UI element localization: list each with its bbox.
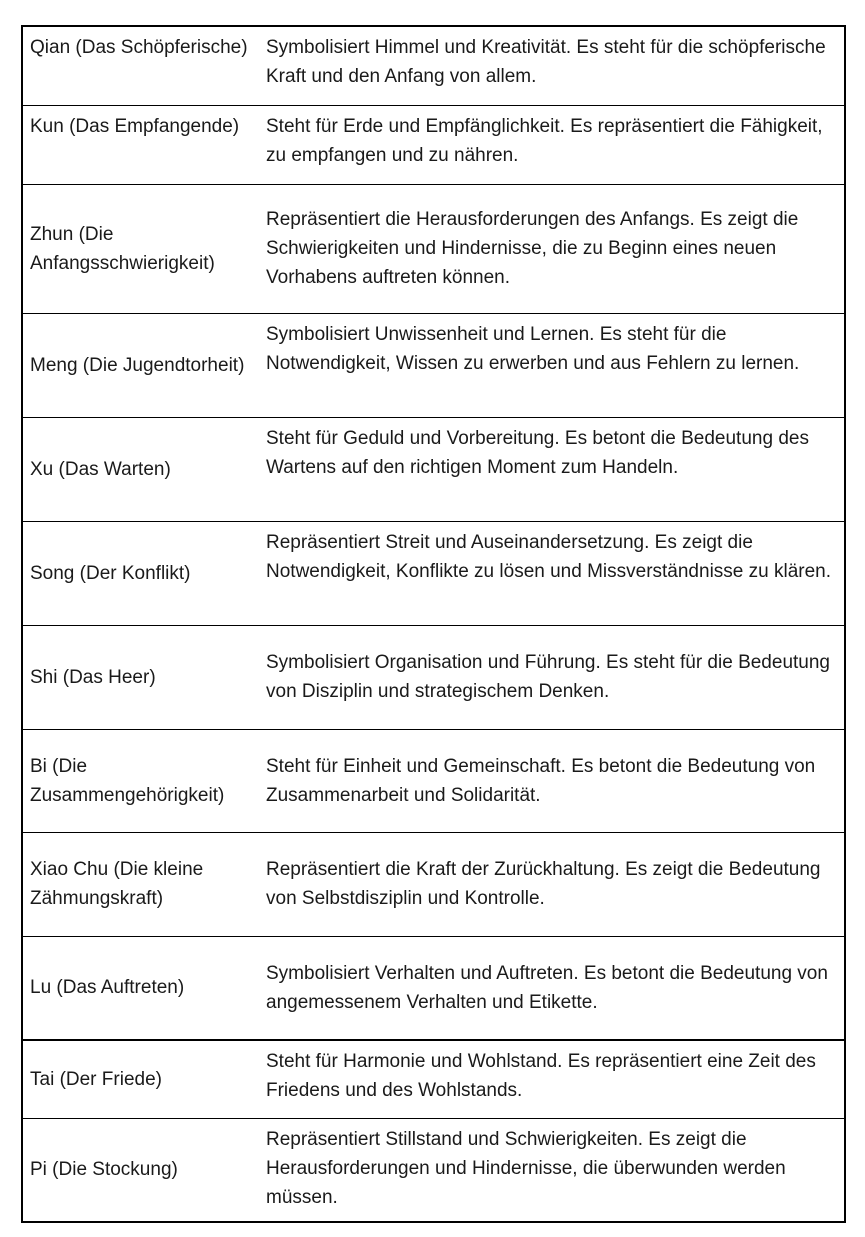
table-row (22, 105, 845, 184)
hexagram-description: Steht für Harmonie und Wohlstand. Es repräsentiert eine Zeit des Friedens und des Wohlstands. (260, 1040, 845, 1118)
hexagram-name: Kun (Das Empfangende) (22, 105, 260, 184)
table-row (22, 417, 845, 521)
hexagram-name: Song (Der Konflikt) (22, 521, 260, 625)
hexagram-description: Steht für Geduld und Vorbereitung. Es betont die Bedeutung des Wartens auf den richtigen Moment zum Handeln. (260, 417, 845, 521)
hexagram-name: Xu (Das Warten) (22, 417, 260, 521)
table-row (22, 26, 845, 105)
hexagram-name: Zhun (Die Anfangsschwierigkeit) (22, 184, 260, 313)
table-row (22, 936, 845, 1040)
hexagram-name: Qian (Das Schöpferische) (22, 26, 260, 105)
table-row (22, 313, 845, 417)
hexagram-description: Repräsentiert die Herausforderungen des Anfangs. Es zeigt die Schwierigkeiten und Hindernisse, die zu Beginn eines neuen Vorhabens auftreten können. (260, 184, 845, 313)
hexagram-name: Meng (Die Jugendtorheit) (22, 313, 260, 417)
hexagram-description: Symbolisiert Unwissenheit und Lernen. Es steht für die Notwendigkeit, Wissen zu erwerben und aus Fehlern zu lernen. (260, 313, 845, 417)
hexagram-description: Repräsentiert Streit und Auseinandersetzung. Es zeigt die Notwendigkeit, Konflikte zu lösen und Missverständnisse zu klären. (260, 521, 845, 625)
hexagram-description: Steht für Erde und Empfänglichkeit. Es repräsentiert die Fähigkeit, zu empfangen und zu nähren. (260, 105, 845, 184)
hexagram-table-body (22, 26, 845, 1222)
hexagram-name: Pi (Die Stockung) (22, 1118, 260, 1222)
hexagram-table (21, 25, 846, 1223)
hexagram-description: Symbolisiert Himmel und Kreativität. Es steht für die schöpferische Kraft und den Anfang von allem. (260, 26, 845, 105)
table-row (22, 729, 845, 832)
hexagram-name: Bi (Die Zusammengehörigkeit) (22, 729, 260, 832)
table-row (22, 184, 845, 313)
hexagram-description: Symbolisiert Verhalten und Auftreten. Es betont die Bedeutung von angemessenem Verhalten und Etikette. (260, 936, 845, 1040)
hexagram-description: Repräsentiert Stillstand und Schwierigkeiten. Es zeigt die Herausforderungen und Hindernisse, die überwunden werden müssen. (260, 1118, 845, 1222)
table-row (22, 625, 845, 729)
table-row (22, 832, 845, 936)
hexagram-name: Shi (Das Heer) (22, 625, 260, 729)
table-row (22, 521, 845, 625)
hexagram-description: Steht für Einheit und Gemeinschaft. Es betont die Bedeutung von Zusammenarbeit und Solidarität. (260, 729, 845, 832)
hexagram-description: Symbolisiert Organisation und Führung. Es steht für die Bedeutung von Disziplin und strategischem Denken. (260, 625, 845, 729)
hexagram-name: Xiao Chu (Die kleine Zähmungskraft) (22, 832, 260, 936)
table-row (22, 1118, 845, 1222)
hexagram-name: Tai (Der Friede) (22, 1040, 260, 1118)
table-row (22, 1040, 845, 1118)
hexagram-description: Repräsentiert die Kraft der Zurückhaltung. Es zeigt die Bedeutung von Selbstdisziplin und Kontrolle. (260, 832, 845, 936)
hexagram-name: Lu (Das Auftreten) (22, 936, 260, 1040)
